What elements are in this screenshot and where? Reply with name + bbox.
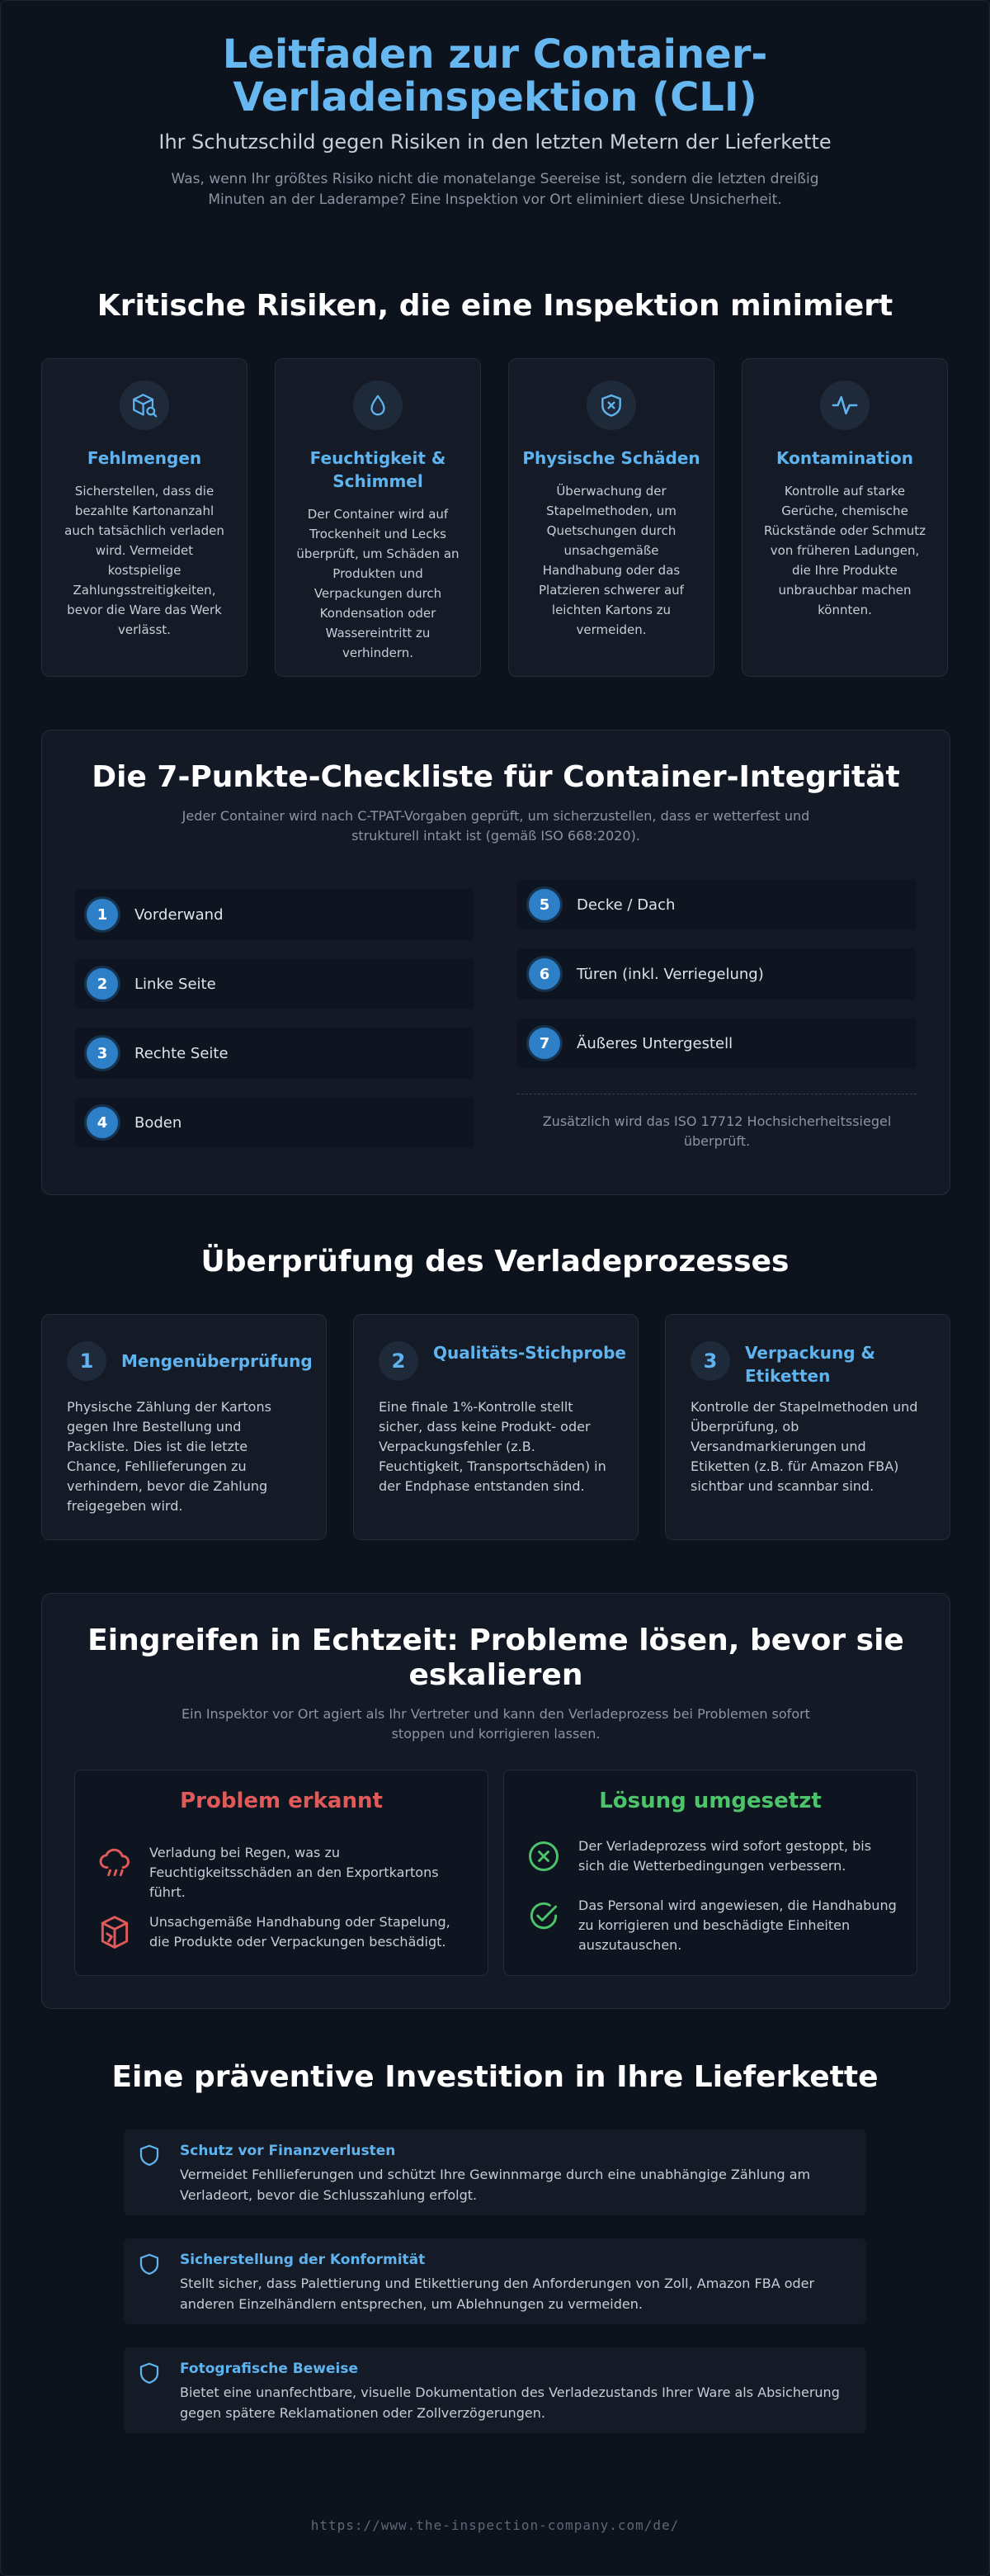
rain-cloud-icon (95, 1843, 134, 1883)
checklist-item (517, 1018, 917, 1069)
item-number: 3 (87, 1037, 118, 1069)
step-number: 2 (379, 1341, 418, 1381)
benefit-desc: Stellt sicher, dass Palettierung und Etikettierung den Anforderungen von Zoll, Amazon FBA oder anderen Einzelhändlern entsprechen, um Ablehnungen zu vermeiden. (180, 2276, 815, 2312)
problem-item (95, 1912, 471, 1952)
box-search-icon (120, 380, 169, 430)
problem-text: Unsachgemäße Handhabung oder Stapelung, die Produkte oder Verpackungen beschädigt. (149, 1914, 450, 1950)
risk-card (742, 358, 948, 677)
risk-desc: Kontrolle auf starke Gerüche, chemische Rückstände oder Schmutz von früheren Ladungen, die Ihre Produkte unbrauchbar machen könnten. (763, 484, 926, 617)
checklist-item (75, 1028, 474, 1079)
item-label: Decke / Dach (577, 896, 676, 914)
checklist-heading: Die 7-Punkte-Checkliste für Container-Integrität (92, 760, 900, 794)
step-desc: Kontrolle der Stapelmethoden und Überprüfung, ob Versandmarkierungen und Etiketten (z.B. für Amazon FBA) sichtbar und scannbar sind. (691, 1399, 918, 1494)
step-number: 3 (691, 1341, 730, 1381)
process-step (665, 1314, 950, 1540)
item-label: Linke Seite (134, 975, 216, 993)
benefit-item (124, 2129, 866, 2215)
risk-title: Feuchtigkeit & Schimmel (309, 448, 446, 491)
solution-item (524, 1896, 900, 1955)
pulse-icon (820, 380, 870, 430)
benefit-title: Schutz vor Finanzverlusten (180, 2143, 396, 2159)
risk-card (508, 358, 714, 677)
step-number: 1 (67, 1341, 106, 1381)
risk-desc: Der Container wird auf Trockenheit und Lecks überprüft, um Schäden an Produkten und Verpackungen durch Kondensation oder Wassereintritt zu verhindern. (296, 507, 460, 660)
risk-title: Physische Schäden (522, 448, 700, 468)
risk-card (275, 358, 481, 677)
step-desc: Eine finale 1%-Kontrolle stellt sicher, dass keine Produkt- oder Verpackungsfehler (z.B. Feuchtigkeit, Transportschäden) in der Endphase entstanden sind. (379, 1399, 606, 1494)
benefit-item (124, 2347, 866, 2433)
item-label: Boden (134, 1113, 182, 1132)
step-title: Qualitäts-Stichprobe (433, 1343, 626, 1363)
footer-link[interactable]: https://www.the-inspection-company.com/de/ (310, 2517, 680, 2533)
risks-heading: Kritische Risiken, die eine Inspektion minimiert (97, 289, 893, 323)
benefit-desc: Vermeidet Fehllieferungen und schützt Ihre Gewinnmarge durch eine unabhängige Zählung am Verladeort, bevor die Schlusszahlung erfolgt. (180, 2167, 811, 2203)
risk-desc: Sicherstellen, dass die bezahlte Kartonanzahl auch tatsächlich verladen wird. Vermeidet kostspielige Zahlungsstreitigkeiten, bevor die Ware das Werk verlässt. (64, 484, 224, 637)
checklist-panel (41, 730, 950, 1195)
item-number: 4 (87, 1107, 118, 1138)
problem-box (74, 1770, 488, 1976)
item-label: Vorderwand (134, 905, 224, 924)
process-step (353, 1314, 639, 1540)
process-heading: Überprüfung des Verladeprozesses (200, 1245, 790, 1279)
check-circle-icon (524, 1896, 563, 1936)
intro-text: Was, wenn Ihr größtes Risiko nicht die monatelange Seereise ist, sondern die letzten dreißig Minuten an der Laderampe? Eine Inspektion vor Ort eliminiert diese Unsicherheit. (171, 171, 819, 208)
checklist-item (75, 889, 474, 940)
risk-title: Fehlmengen (87, 448, 202, 468)
item-number: 5 (529, 889, 560, 920)
item-number: 7 (529, 1028, 560, 1059)
shield-icon (137, 2361, 162, 2389)
investment-heading: Eine präventive Investition in Ihre Lieferkette (111, 2060, 879, 2094)
realtime-subtitle: Ein Inspektor vor Ort agiert als Ihr Vertreter und kann den Verladeprozess bei Problemen sofort stoppen und korrigieren lassen. (182, 1706, 810, 1742)
solution-box (503, 1770, 917, 1976)
shield-icon (137, 2252, 162, 2280)
broken-box-icon (95, 1912, 134, 1952)
checklist-item (75, 1097, 474, 1148)
solution-text: Das Personal wird angewiesen, die Handhabung zu korrigieren und beschädigte Einheiten auszutauschen. (578, 1898, 897, 1953)
water-drop-icon (353, 380, 403, 430)
problem-title: Problem erkannt (180, 1789, 383, 1813)
item-number: 6 (529, 958, 560, 990)
step-desc: Physische Zählung der Kartons gegen Ihre Bestellung und Packliste. Dies ist die letzte Chance, Fehllieferungen zu verhindern, bevor die Zahlung freigegeben wird. (67, 1399, 271, 1514)
problem-item (95, 1843, 471, 1902)
solution-item (524, 1836, 900, 1876)
checklist-item (75, 958, 474, 1009)
realtime-heading: Eingreifen in Echtzeit: Probleme lösen, bevor sie eskalieren (87, 1624, 904, 1692)
process-step (41, 1314, 327, 1540)
item-label: Türen (inkl. Verriegelung) (577, 965, 764, 983)
x-circle-icon (524, 1836, 563, 1876)
item-number: 2 (87, 968, 118, 1000)
benefit-item (124, 2238, 866, 2324)
checklist-item (517, 879, 917, 930)
solution-text: Der Verladeprozess wird sofort gestoppt, bis sich die Wetterbedingungen verbessern. (578, 1838, 872, 1874)
page-subtitle: Ihr Schutzschild gegen Risiken in den letzten Metern der Lieferkette (158, 130, 832, 154)
problem-text: Verladung bei Regen, was zu Feuchtigkeitsschäden an den Exportkartons führt. (149, 1845, 439, 1900)
checklist-subtitle: Jeder Container wird nach C-TPAT-Vorgaben geprüft, um sicherzustellen, dass er wetterfest und strukturell intakt ist (gemäß ISO 668:2020). (182, 808, 810, 844)
checklist-item (517, 948, 917, 1000)
item-label: Äußeres Untergestell (577, 1034, 733, 1052)
benefit-title: Fotografische Beweise (180, 2361, 358, 2377)
step-title: Mengenüberprüfung (121, 1351, 313, 1371)
step-title: Verpackung & Etiketten (745, 1343, 875, 1386)
benefit-desc: Bietet eine unanfechtbare, visuelle Dokumentation des Verladezustands Ihrer Ware als Absicherung gegen spätere Reklamationen oder Zollverzögerungen. (180, 2385, 840, 2421)
shield-x-icon (587, 380, 636, 430)
page-title: Leitfaden zur Container-Verladeinspektion (CLI) (222, 31, 768, 121)
item-label: Rechte Seite (134, 1044, 229, 1062)
benefit-title: Sicherstellung der Konformität (180, 2252, 426, 2268)
risk-title: Kontamination (776, 448, 913, 468)
item-number: 1 (87, 899, 118, 930)
seal-note: Zusätzlich wird das ISO 17712 Hochsicherheitssiegel überprüft. (542, 1113, 892, 1149)
risk-card (41, 358, 248, 677)
risk-desc: Überwachung der Stapelmethoden, um Quetschungen durch unsachgemäße Handhabung oder das Platzieren schwerer auf leichten Kartons zu vermeiden. (539, 484, 684, 637)
shield-icon (137, 2143, 162, 2171)
solution-title: Lösung umgesetzt (599, 1789, 822, 1813)
